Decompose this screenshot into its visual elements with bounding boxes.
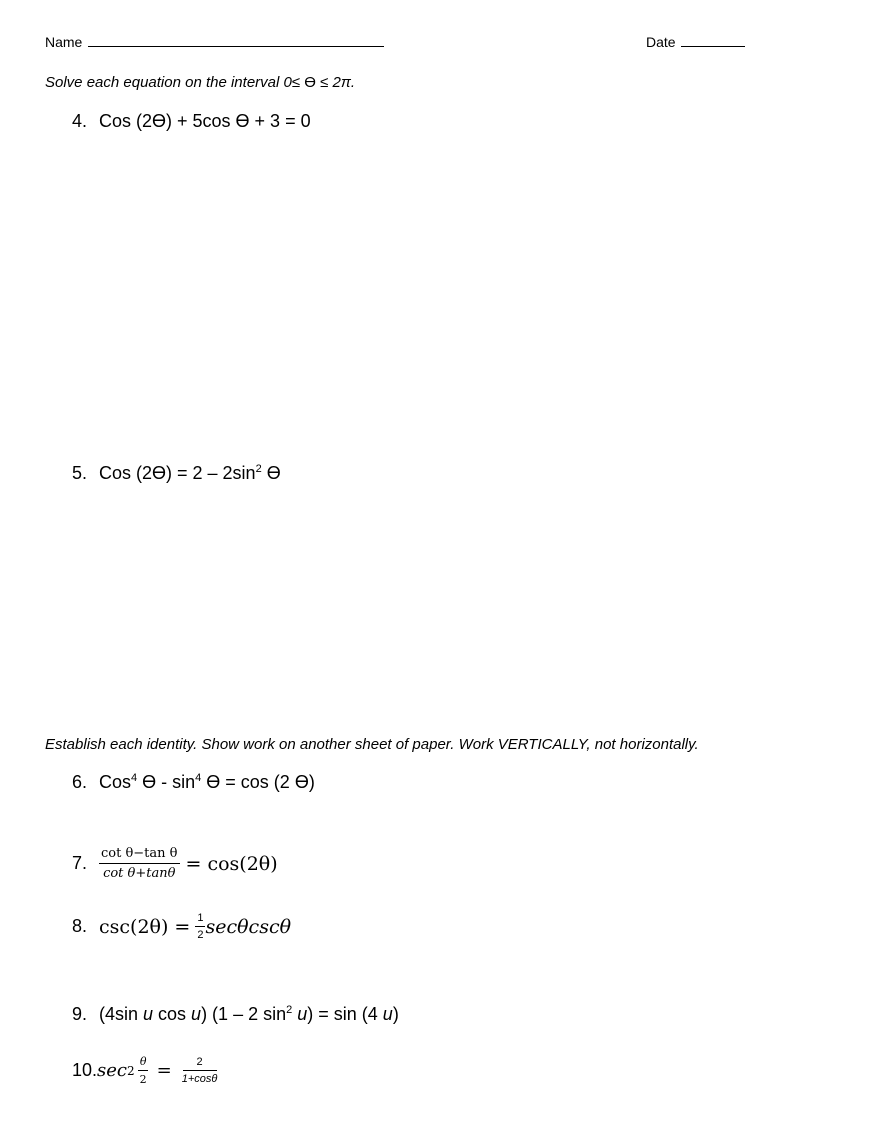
le-symbol: ≤ — [291, 74, 301, 91]
problem-text: cos — [153, 1004, 192, 1024]
problem-9 — [72, 1004, 399, 1025]
problem-text: Cos (2ϴ) + 5cos ϴ + 3 = 0 — [99, 111, 311, 131]
exponent: 2 — [286, 1004, 293, 1016]
denominator: 2 — [139, 1073, 147, 1086]
variable-u: u — [382, 1004, 393, 1024]
problem-number: 9. — [72, 1004, 88, 1024]
denominator: 2 — [197, 929, 204, 941]
instructions-suffix: 2π. — [328, 74, 356, 91]
right-hand-side: = cos(2θ) — [185, 852, 278, 875]
problem-text: ) — [392, 1004, 399, 1024]
date-label: Date — [646, 34, 676, 50]
fraction — [138, 1055, 149, 1086]
numerator: 1 — [195, 912, 205, 927]
problem-7 — [72, 846, 278, 881]
numerator: θ — [138, 1055, 149, 1071]
problem-6 — [72, 772, 315, 793]
problem-10: 10. sec 2 $\frac{\theta}{2}$ = $\frac{2}{1+\cos\theta}$ — [72, 1055, 218, 1086]
problem-number: 4. — [72, 111, 88, 131]
numerator: 2 — [183, 1056, 217, 1071]
problem-text: ) (1 – 2 sin — [201, 1004, 287, 1024]
problem-text: ϴ = cos (2 ϴ) — [201, 772, 315, 792]
theta-symbol: ϴ — [300, 74, 321, 91]
variable-u: u — [297, 1004, 308, 1024]
le-symbol: ≤ — [320, 74, 329, 91]
date-blank-line[interactable] — [681, 34, 745, 47]
denominator: 1+cosθ — [181, 1073, 218, 1085]
solve-instructions — [45, 74, 355, 91]
problem-number: 7. — [72, 853, 88, 873]
sec-function: sec — [97, 1060, 128, 1081]
problem-text-end: ϴ — [261, 463, 281, 483]
fraction — [180, 1056, 220, 1085]
problem-text: Cos (2ϴ) = 2 – 2sin — [99, 463, 256, 483]
fraction — [195, 912, 205, 941]
name-label: Name — [45, 34, 83, 50]
numerator: cot θ−tan θ — [99, 846, 180, 864]
right-hand-side: secθcscθ — [205, 915, 292, 938]
problem-text: (4sin — [99, 1004, 144, 1024]
name-blank-line[interactable] — [88, 34, 384, 47]
identity-instructions: Establish each identity. Show work on another sheet of paper. Work VERTICALLY, not horizontally. — [45, 736, 699, 753]
name-field — [45, 34, 384, 50]
left-hand-side: csc(2θ) = — [99, 915, 191, 938]
exponent: 4 — [195, 772, 202, 784]
problem-8 — [72, 912, 291, 941]
problem-text: Cos — [99, 772, 132, 792]
variable-u: u — [191, 1004, 202, 1024]
variable-u: u — [143, 1004, 154, 1024]
problem-number: 6. — [72, 772, 88, 792]
problem-number: 5. — [72, 463, 88, 483]
exponent: 4 — [131, 772, 138, 784]
problem-number: 10. — [72, 1060, 98, 1080]
problem-text: ) = sin (4 — [307, 1004, 383, 1024]
fraction — [99, 846, 180, 881]
date-field — [646, 34, 745, 50]
denominator: cot θ+tanθ — [103, 866, 176, 881]
equals-sign: = — [156, 1060, 172, 1081]
problem-text: ϴ - sin — [137, 772, 196, 792]
instructions-prefix: Solve each equation on the interval 0 — [45, 74, 292, 91]
exponent: 2 — [255, 463, 262, 475]
problem-number: 8. — [72, 916, 88, 936]
problem-5 — [72, 463, 281, 484]
problem-4 — [72, 111, 311, 132]
